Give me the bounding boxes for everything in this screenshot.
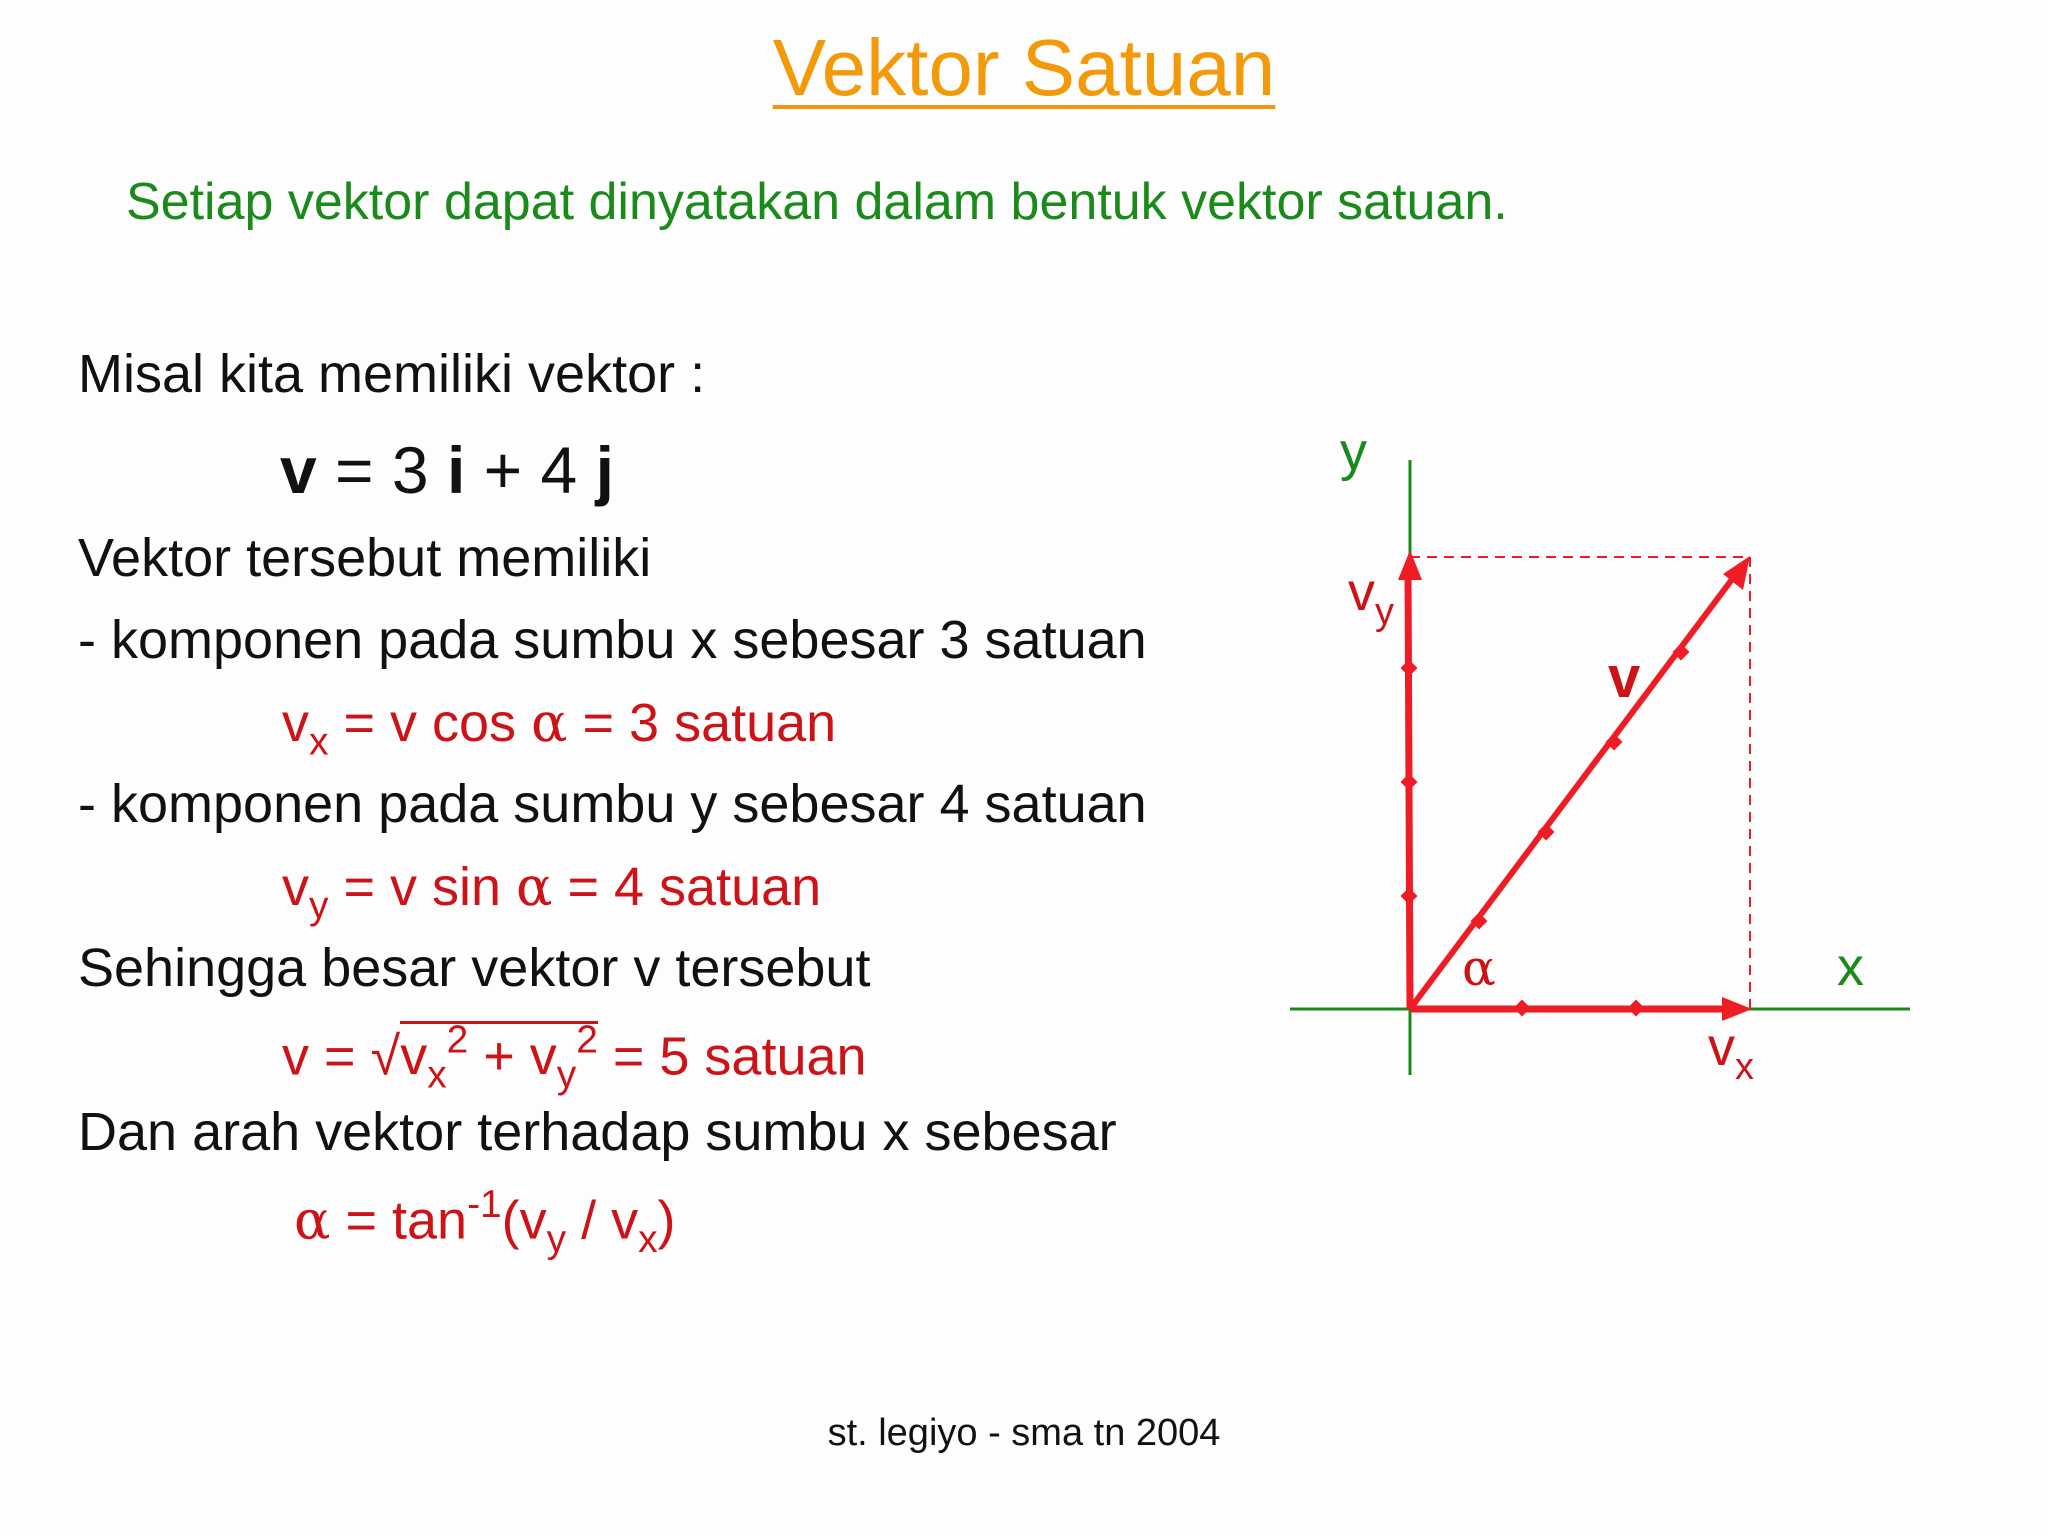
page-title: Vektor Satuan: [772, 23, 1276, 112]
mag-result: = 5 satuan: [597, 1026, 867, 1087]
mag-v: v =: [282, 1026, 371, 1087]
vy-formula-result: = 4 satuan: [552, 857, 822, 917]
vx-formula-cos: = v cos: [328, 693, 532, 753]
intro-text: Misal kita memiliki vektor :: [78, 344, 706, 404]
radicand: [400, 1019, 598, 1097]
mag-vy-sub: y: [556, 1053, 577, 1097]
eq-i: i: [446, 433, 466, 507]
dir-vy-sub: y: [546, 1217, 567, 1261]
dir-tan: = tan: [330, 1190, 468, 1251]
vy-arrowhead: [1398, 550, 1422, 580]
component-x-text: - komponen pada sumbu x sebesar 3 satuan: [78, 610, 1147, 670]
has-text: Vektor tersebut memiliki: [78, 528, 652, 588]
vx-label-v: v: [1708, 1017, 1735, 1077]
vx-label: [1708, 1017, 1754, 1088]
vy-formula-sin: = v sin: [328, 857, 517, 917]
vy-formula-v: v: [282, 857, 309, 917]
magnitude-formula: [282, 1019, 867, 1098]
dir-open: (v: [501, 1190, 547, 1251]
sqrt-sign: √: [370, 1026, 401, 1087]
vy-label: [1348, 562, 1394, 633]
magnitude-text: Sehingga besar vektor v tersebut: [78, 938, 871, 998]
vy-tick: [1401, 660, 1418, 677]
vy-formula-alpha: α: [516, 855, 553, 918]
mag-vx-sub: x: [427, 1053, 447, 1097]
vx-formula: [282, 691, 836, 765]
component-y-text: - komponen pada sumbu y sebesar 4 satuan: [78, 774, 1147, 834]
mag-plus-vy: + v: [468, 1026, 557, 1087]
dir-div: / v: [566, 1190, 639, 1251]
vx-label-sub: x: [1735, 1046, 1754, 1088]
direction-formula: [294, 1183, 676, 1262]
v-vector-label: v: [1608, 645, 1641, 710]
vx-formula-v: v: [282, 693, 309, 753]
vector-equation: [280, 432, 614, 508]
vy-label-sub: y: [1375, 591, 1394, 633]
dir-sup: -1: [467, 1183, 502, 1226]
dir-close: ): [657, 1190, 676, 1251]
direction-text: Dan arah vektor terhadap sumbu x sebesar: [78, 1102, 1117, 1162]
vx-tick: [1514, 1000, 1531, 1017]
x-axis-label: x: [1837, 937, 1864, 997]
subtitle: Setiap vektor dapat dinyatakan dalam bentuk vektor satuan.: [126, 173, 1508, 231]
vx-formula-sub: x: [309, 720, 329, 764]
vy-label-v: v: [1348, 562, 1375, 622]
vx-formula-alpha: α: [531, 691, 568, 754]
eq-coef-3: = 3: [316, 433, 447, 507]
dir-vx-sub: x: [638, 1217, 658, 1261]
eq-coef-4: + 4: [465, 433, 596, 507]
eq-v: v: [280, 433, 317, 507]
y-axis-label: y: [1340, 440, 1367, 482]
vy-formula-sub: y: [309, 884, 329, 928]
vx-formula-result: = 3 satuan: [567, 693, 837, 753]
dir-alpha: α: [294, 1188, 331, 1252]
vy-tick: [1401, 888, 1418, 905]
eq-j: j: [595, 433, 614, 507]
vector-diagram: [1290, 440, 1940, 1100]
vx-tick: [1628, 1000, 1645, 1017]
footer-credit: st. legiyo - sma tn 2004: [827, 1412, 1221, 1454]
mag-vy-sup: 2: [576, 1019, 598, 1062]
alpha-angle-label: α: [1462, 939, 1496, 997]
v-vector: [1410, 574, 1736, 1009]
mag-vx: v: [400, 1026, 428, 1087]
mag-vx-sup: 2: [446, 1019, 469, 1062]
vy-formula: [282, 855, 821, 929]
vy-tick: [1401, 774, 1418, 791]
